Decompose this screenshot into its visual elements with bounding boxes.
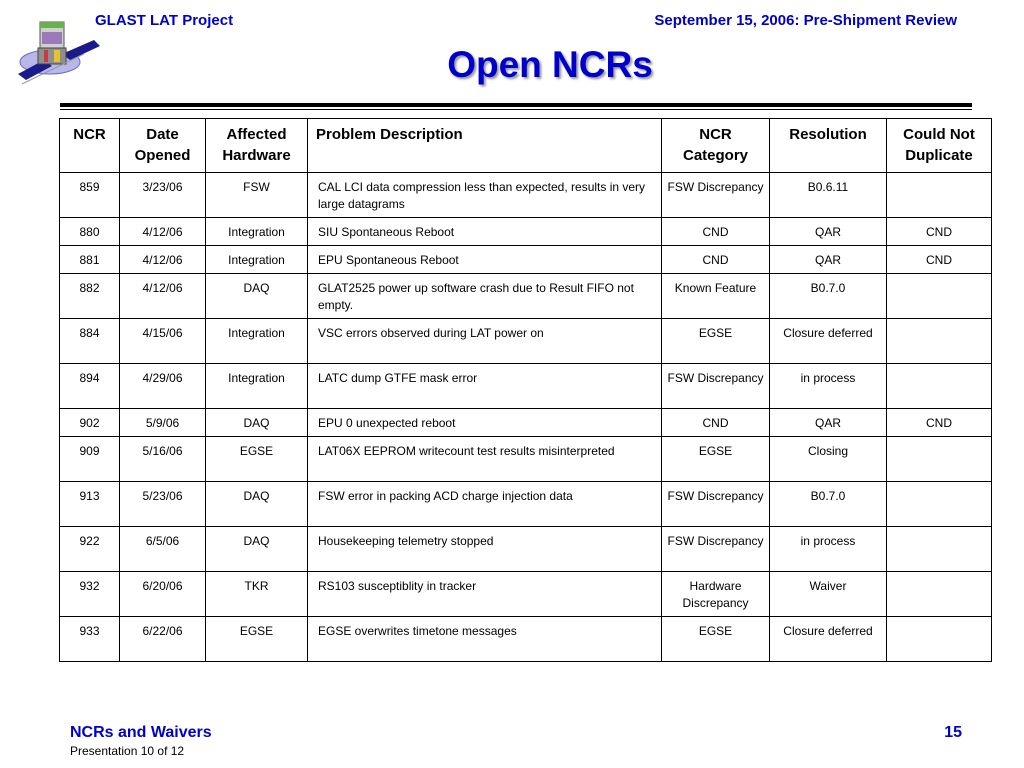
ncr-category: EGSE	[662, 617, 770, 662]
section-name: NCRs and Waivers	[70, 724, 212, 741]
ncr-number: 902	[60, 409, 120, 437]
table-row	[60, 173, 992, 218]
affected-hardware: EGSE	[206, 617, 308, 662]
resolution: in process	[770, 527, 887, 572]
ncr-number: 932	[60, 572, 120, 617]
date-opened: 6/5/06	[120, 527, 206, 572]
ncr-category: FSW Discrepancy	[662, 482, 770, 527]
ncr-category: Known Feature	[662, 274, 770, 319]
column-header-could-not-duplicate: Could Not Duplicate	[887, 119, 992, 173]
title-divider-thin	[60, 109, 972, 110]
ncr-number: 884	[60, 319, 120, 364]
problem-description: FSW error in packing ACD charge injection data	[308, 482, 662, 527]
column-header-problem-description: Problem Description	[308, 119, 662, 173]
resolution: QAR	[770, 246, 887, 274]
date-opened: 4/29/06	[120, 364, 206, 409]
resolution: B0.7.0	[770, 274, 887, 319]
problem-description: CAL LCI data compression less than expected, results in very large datagrams	[308, 173, 662, 218]
date-opened: 4/15/06	[120, 319, 206, 364]
date-opened: 4/12/06	[120, 274, 206, 319]
date-opened: 4/12/06	[120, 218, 206, 246]
table-row	[60, 437, 992, 482]
resolution: QAR	[770, 409, 887, 437]
ncr-table	[59, 118, 992, 662]
ncr-category: CND	[662, 246, 770, 274]
slide-title: Open NCRs	[447, 44, 653, 85]
ncr-number: 881	[60, 246, 120, 274]
table-row	[60, 246, 992, 274]
problem-description: GLAT2525 power up software crash due to Result FIFO not empty.	[308, 274, 662, 319]
affected-hardware: EGSE	[206, 437, 308, 482]
table-row	[60, 409, 992, 437]
could-not-duplicate	[887, 482, 992, 527]
affected-hardware: FSW	[206, 173, 308, 218]
ncr-category: CND	[662, 218, 770, 246]
column-header-ncr-category: NCR Category	[662, 119, 770, 173]
table-row	[60, 364, 992, 409]
affected-hardware: TKR	[206, 572, 308, 617]
could-not-duplicate: CND	[887, 246, 992, 274]
date-opened: 6/20/06	[120, 572, 206, 617]
column-header-date-opened: Date Opened	[120, 119, 206, 173]
affected-hardware: Integration	[206, 246, 308, 274]
column-header-ncr: NCR	[60, 119, 120, 173]
resolution: Waiver	[770, 572, 887, 617]
ncr-category: FSW Discrepancy	[662, 527, 770, 572]
ncr-category: Hardware Discrepancy	[662, 572, 770, 617]
date-opened: 6/22/06	[120, 617, 206, 662]
review-date: September 15, 2006: Pre-Shipment Review	[654, 12, 957, 29]
ncr-category: FSW Discrepancy	[662, 173, 770, 218]
problem-description: EPU 0 unexpected reboot	[308, 409, 662, 437]
ncr-number: 882	[60, 274, 120, 319]
could-not-duplicate	[887, 274, 992, 319]
could-not-duplicate	[887, 527, 992, 572]
ncr-number: 913	[60, 482, 120, 527]
ncr-number: 880	[60, 218, 120, 246]
ncr-number: 922	[60, 527, 120, 572]
could-not-duplicate	[887, 572, 992, 617]
affected-hardware: Integration	[206, 218, 308, 246]
affected-hardware: DAQ	[206, 482, 308, 527]
affected-hardware: Integration	[206, 364, 308, 409]
presentation-counter: Presentation 10 of 12	[70, 744, 185, 758]
table-row	[60, 527, 992, 572]
table-row	[60, 572, 992, 617]
resolution: Closing	[770, 437, 887, 482]
table-row	[60, 319, 992, 364]
table-row	[60, 482, 992, 527]
affected-hardware: DAQ	[206, 274, 308, 319]
ncr-number: 894	[60, 364, 120, 409]
date-opened: 5/9/06	[120, 409, 206, 437]
problem-description: SIU Spontaneous Reboot	[308, 218, 662, 246]
table-row	[60, 218, 992, 246]
table-row	[60, 617, 992, 662]
resolution: Closure deferred	[770, 617, 887, 662]
page-number: 15	[944, 724, 962, 741]
ncr-number: 909	[60, 437, 120, 482]
table-row	[60, 274, 992, 319]
table-header-row	[60, 119, 992, 173]
date-opened: 4/12/06	[120, 246, 206, 274]
date-opened: 5/16/06	[120, 437, 206, 482]
ncr-category: EGSE	[662, 437, 770, 482]
ncr-number: 933	[60, 617, 120, 662]
date-opened: 5/23/06	[120, 482, 206, 527]
could-not-duplicate	[887, 617, 992, 662]
could-not-duplicate	[887, 319, 992, 364]
ncr-category: CND	[662, 409, 770, 437]
problem-description: EPU Spontaneous Reboot	[308, 246, 662, 274]
ncr-category: FSW Discrepancy	[662, 364, 770, 409]
could-not-duplicate: CND	[887, 218, 992, 246]
title-divider-thick	[60, 103, 972, 107]
could-not-duplicate	[887, 364, 992, 409]
project-name: GLAST LAT Project	[95, 12, 234, 29]
could-not-duplicate: CND	[887, 409, 992, 437]
affected-hardware: Integration	[206, 319, 308, 364]
problem-description: LATC dump GTFE mask error	[308, 364, 662, 409]
resolution: QAR	[770, 218, 887, 246]
problem-description: LAT06X EEPROM writecount test results misinterpreted	[308, 437, 662, 482]
date-opened: 3/23/06	[120, 173, 206, 218]
ncr-category: EGSE	[662, 319, 770, 364]
could-not-duplicate	[887, 437, 992, 482]
could-not-duplicate	[887, 173, 992, 218]
affected-hardware: DAQ	[206, 409, 308, 437]
column-header-resolution: Resolution	[770, 119, 887, 173]
affected-hardware: DAQ	[206, 527, 308, 572]
problem-description: EGSE overwrites timetone messages	[308, 617, 662, 662]
resolution: B0.6.11	[770, 173, 887, 218]
resolution: in process	[770, 364, 887, 409]
resolution: B0.7.0	[770, 482, 887, 527]
ncr-number: 859	[60, 173, 120, 218]
resolution: Closure deferred	[770, 319, 887, 364]
problem-description: Housekeeping telemetry stopped	[308, 527, 662, 572]
column-header-affected-hardware: Affected Hardware	[206, 119, 308, 173]
problem-description: RS103 susceptiblity in tracker	[308, 572, 662, 617]
problem-description: VSC errors observed during LAT power on	[308, 319, 662, 364]
